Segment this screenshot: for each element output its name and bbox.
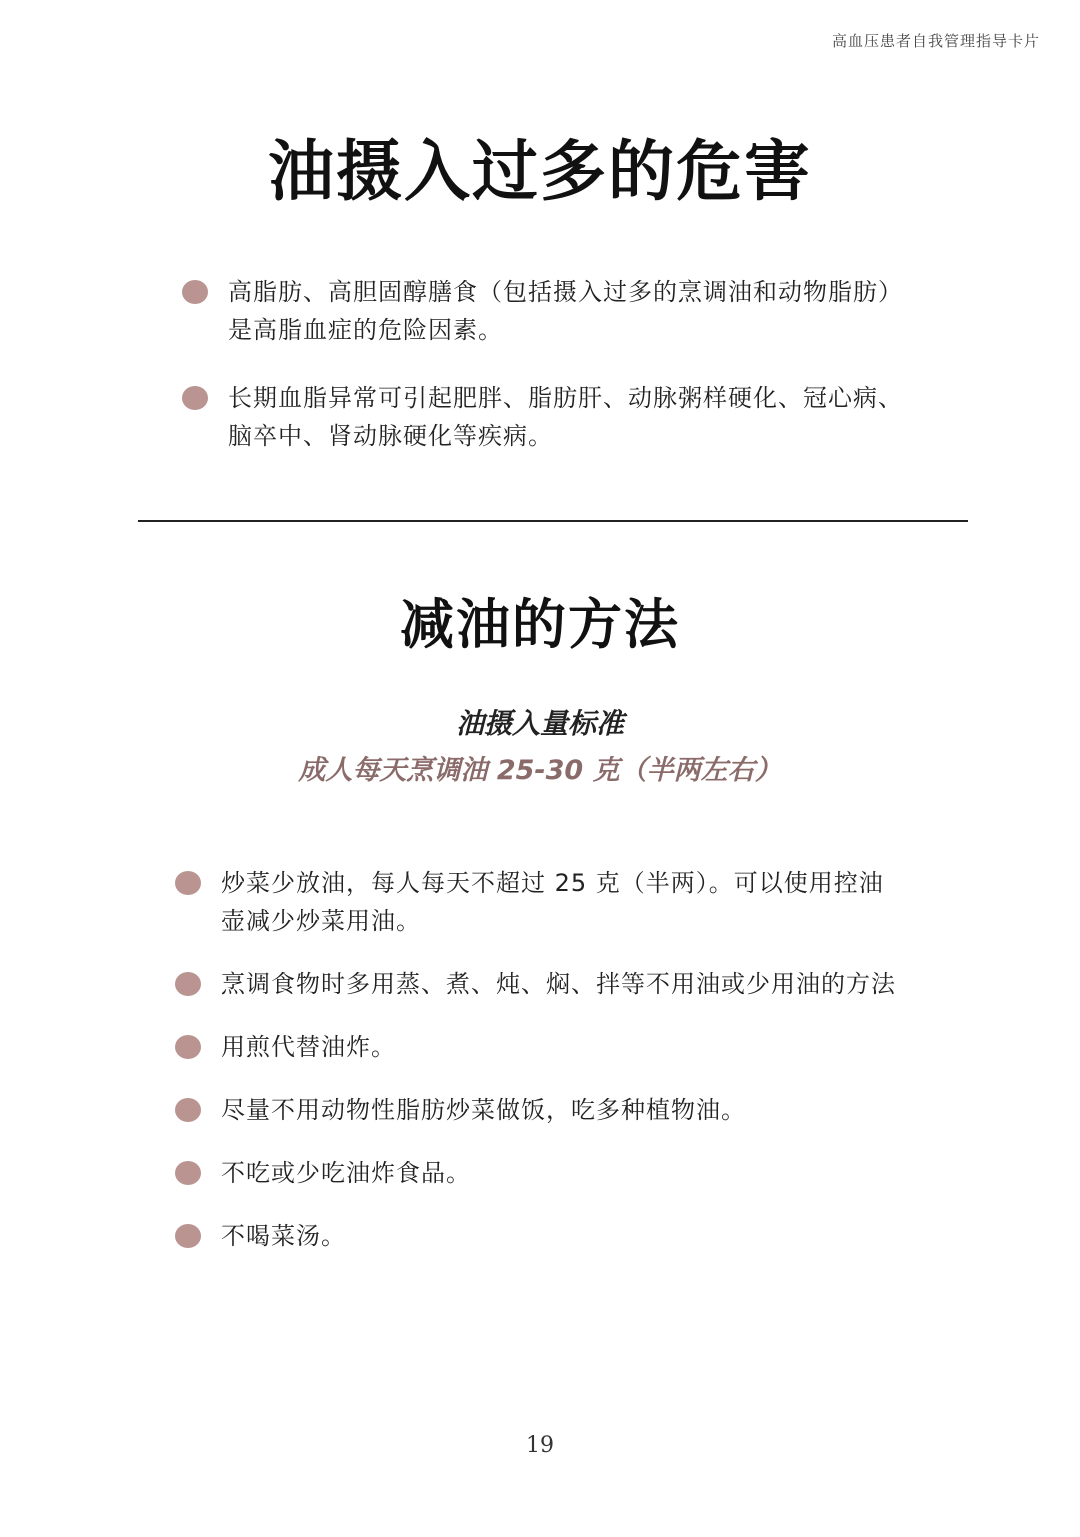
list-item xyxy=(175,1028,955,1066)
running-header: 高血压患者自我管理指导卡片 xyxy=(831,32,1040,50)
bullet-dot-icon xyxy=(182,280,208,304)
list-item-text: 烹调食物时多用蒸、煮、炖、焖、拌等不用油或少用油的方法 xyxy=(221,970,896,998)
list-item-text: 不吃或少吃油炸食品。 xyxy=(221,1159,471,1187)
list-item-text: 用煎代替油炸。 xyxy=(221,1033,396,1061)
list-item-text: 脑卒中、肾动脉硬化等疾病。 xyxy=(228,422,553,450)
list-item-text: 是高脂血症的危险因素。 xyxy=(228,316,503,344)
list-item xyxy=(175,965,955,1003)
bullet-dot-icon xyxy=(175,1224,201,1248)
section-title-methods: 减油的方法 xyxy=(400,593,680,656)
bullet-dot-icon xyxy=(175,972,201,996)
standard-title: 油摄入量标准 xyxy=(455,707,624,740)
list-item-text: 壶减少炒菜用油。 xyxy=(221,907,421,935)
bullet-dot-icon xyxy=(182,386,208,410)
list-item-text: 不喝菜汤。 xyxy=(221,1222,346,1250)
list-item-text: 高脂肪、高胆固醇膳食（包括摄入过多的烹调油和动物脂肪） xyxy=(228,278,903,306)
bullet-dot-icon xyxy=(175,1098,201,1122)
list-item-text: 尽量不用动物性脂肪炒菜做饭，吃多种植物油。 xyxy=(221,1096,746,1124)
section-divider xyxy=(138,520,968,522)
list-item xyxy=(175,864,955,940)
bullet-dot-icon xyxy=(175,871,201,895)
standard-value: 成人每天烹调油 25-30 克（半两左右） xyxy=(298,755,782,786)
section-title-harms: 油摄入过多的危害 xyxy=(268,133,812,210)
list-item xyxy=(175,1091,955,1129)
list-item xyxy=(182,379,942,455)
methods-list xyxy=(175,864,955,1280)
page-number: 19 xyxy=(526,1433,554,1458)
list-item xyxy=(182,273,942,349)
list-item-text: 炒菜少放油，每人每天不超过 25 克（半两）。可以使用控油 xyxy=(221,869,884,897)
list-item-text: 长期血脂异常可引起肥胖、脂肪肝、动脉粥样硬化、冠心病、 xyxy=(228,384,903,412)
list-item xyxy=(175,1217,955,1255)
list-item xyxy=(175,1154,955,1192)
bullet-dot-icon xyxy=(175,1161,201,1185)
bullet-dot-icon xyxy=(175,1035,201,1059)
harms-list xyxy=(182,273,942,485)
